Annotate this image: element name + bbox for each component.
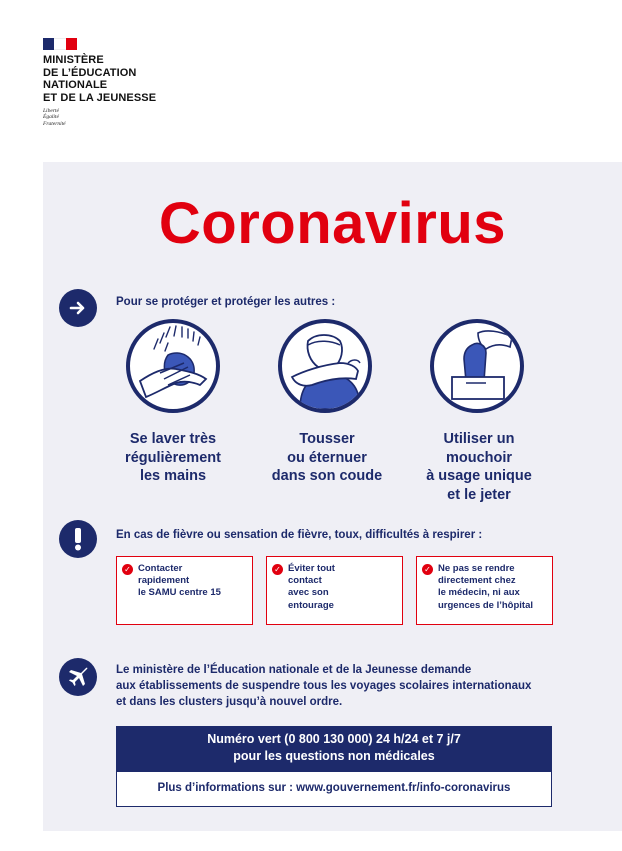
airplane-icon (59, 658, 97, 696)
caption-line: ou éternuer (287, 449, 367, 466)
caption-cough-elbow (265, 430, 389, 486)
advice-line: le médecin, ni aux (438, 587, 520, 599)
advice-line: rapidement (138, 575, 190, 587)
motto-line: Liberté (43, 108, 59, 114)
advice-call-samu (116, 556, 253, 625)
caption-line: Se laver très (129, 431, 217, 447)
arrow-right-icon (59, 289, 97, 327)
hotline-subtitle: pour les questions non médicales (233, 749, 435, 763)
ministry-line: MINISTÈRE (43, 54, 104, 66)
caption-tissue (417, 430, 541, 504)
hand-washing-icon (126, 319, 220, 413)
travel-notice (116, 662, 596, 710)
hotline-number: Numéro vert (0 800 130 000) 24 h/24 et 7 j/7 (207, 732, 461, 746)
travel-line: Le ministère de l’Éducation nationale et de la Jeunesse demande (116, 664, 472, 676)
motto-line: Égalité (43, 114, 59, 121)
poster-panel (43, 162, 622, 831)
ministry-line: NATIONALE (43, 79, 108, 91)
check-icon: ✓ (272, 564, 283, 575)
travel-line: et dans les clusters jusqu’à nouvel ordre. (116, 696, 343, 708)
caption-line: Tousser (299, 431, 355, 447)
fever-heading: En cas de fièvre ou sensation de fièvre, toux, difficultés à respirer : (116, 529, 483, 541)
advice-line: directement chez (438, 575, 516, 587)
caption-line: mouchoir (445, 449, 513, 466)
advice-line: Éviter tout (288, 563, 335, 574)
advice-line: urgences de l’hôpital (438, 599, 534, 611)
advice-avoid-contact (266, 556, 403, 625)
caption-line: dans son coude (271, 468, 383, 484)
travel-line: aux établissements de suspendre tous les voyages scolaires internationaux (116, 680, 532, 692)
check-icon: ✓ (422, 564, 433, 575)
ministry-logo (43, 38, 203, 127)
advice-line: Ne pas se rendre (438, 563, 515, 574)
republic-motto (43, 108, 203, 127)
advice-line: Contacter (138, 563, 183, 574)
ministry-name (43, 54, 203, 104)
advice-line: le SAMU centre 15 (138, 587, 221, 599)
exclamation-icon (59, 520, 97, 558)
ministry-line: ET DE LA JEUNESSE (43, 91, 157, 104)
advice-line: entourage (288, 599, 334, 611)
ministry-line: DE L’ÉDUCATION (43, 66, 137, 79)
caption-wash-hands (113, 430, 233, 486)
caption-line: Utiliser un (443, 431, 515, 447)
caption-line: régulièrement (125, 449, 221, 466)
cough-elbow-icon (278, 319, 372, 413)
french-flag-icon (43, 38, 77, 50)
motto-line: Fraternité (43, 120, 66, 127)
check-icon: ✓ (122, 564, 133, 575)
info-link[interactable]: Plus d’informations sur : www.gouvernement.fr/info-coronavirus (116, 771, 552, 807)
advice-no-doctor-visit (416, 556, 553, 625)
hotline-banner (116, 726, 552, 771)
caption-line: les mains (139, 468, 207, 484)
advice-line: avec son (288, 587, 329, 599)
protect-heading: Pour se protéger et protéger les autres : (116, 296, 336, 308)
page-title: Coronavirus (158, 191, 507, 256)
advice-line: contact (288, 575, 322, 587)
caption-line: et le jeter (447, 486, 511, 503)
tissue-box-icon (430, 319, 524, 413)
caption-line: à usage unique (426, 468, 532, 484)
